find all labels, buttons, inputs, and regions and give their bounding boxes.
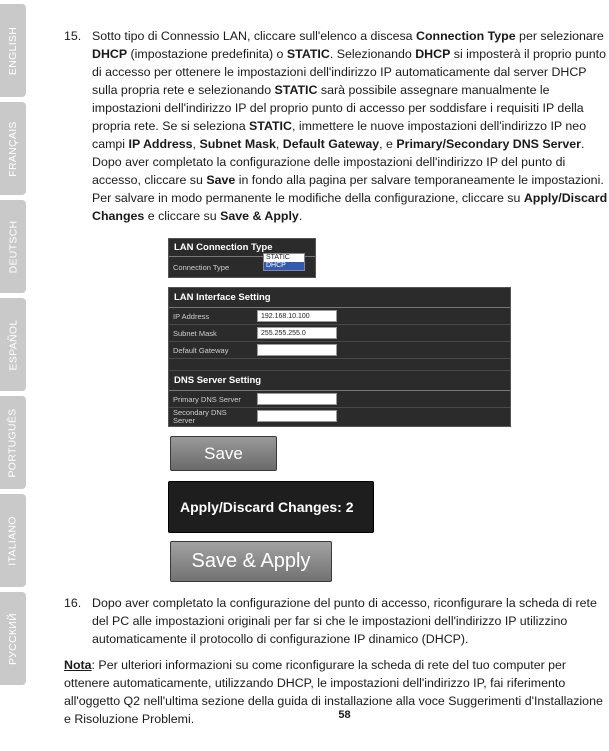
bold-term: STATIC (286, 47, 330, 62)
step-number: 16. (64, 596, 82, 610)
text-segment: , e (379, 137, 397, 152)
bold-term: IP Address (128, 137, 193, 152)
lang-tab-russian[interactable] (0, 592, 26, 685)
connection-type-dropdown[interactable] (263, 253, 305, 271)
step-16 (64, 594, 609, 648)
note-text: : Per ulteriori informazioni su come riconfigurare la scheda di rete del tuo computer per ottenere automaticamente, utilizzando DHCP, le impostazioni dell'indirizzo IP, fai riferimento all'oggetto Q2 nell'ultima sezione della guida di installazione alla voce Suggerimenti d'Installazione e Risoluzione Problemi. (64, 658, 603, 727)
note-label: Nota (64, 658, 92, 672)
bold-term: STATIC (274, 83, 318, 98)
save-and-apply-button[interactable]: Save & Apply (170, 541, 332, 582)
dropdown-option-dhcp[interactable]: DHCP (264, 262, 304, 270)
text-segment: . Selezionando (329, 47, 416, 62)
save-button[interactable]: Save (170, 436, 277, 471)
text-segment: sarà possibile assegnare manualmente le impostazioni dell'indirizzo IP del proprio punto di accesso per soddisfare i requisiti IP della propria rete. Se si seleziona (92, 83, 584, 134)
ip-address-row (169, 308, 510, 325)
default-gateway-row (169, 342, 510, 359)
connection-type-label: Connection Type (173, 263, 230, 272)
bold-term: Apply/Discard Changes (92, 191, 608, 224)
lan-interface-title: LAN Interface Setting (169, 288, 510, 308)
bold-term: Save & Apply (220, 209, 299, 224)
lang-tab-english[interactable] (0, 4, 26, 97)
panel-title: LAN Connection Type (169, 239, 315, 257)
step-15-text (92, 27, 609, 226)
text-segment: si imposterà il proprio punto di accesso per ottenere le impostazioni dell'indirizzo IP automaticamente dal server DHCP sulla propria rete e selezionando (92, 47, 606, 98)
lang-tab-label: ENGLISH (7, 26, 20, 75)
ip-address-input[interactable] (257, 310, 337, 322)
bold-term: DHCP (92, 47, 128, 62)
lan-connection-type-panel (168, 238, 316, 278)
connection-type-row (169, 254, 315, 277)
secondary-dns-input[interactable] (257, 410, 337, 422)
lang-tab-espanol[interactable] (0, 298, 26, 391)
step-15 (64, 27, 609, 226)
bold-term: Primary/Secondary DNS Server (396, 137, 581, 152)
dropdown-option-static[interactable]: STATIC (266, 254, 290, 261)
text-segment: in fondo alla pagina per salvare temporaneamente le impostazioni. Per salvare in modo permanente le modifiche della configurazione, cliccare su (92, 173, 604, 206)
dns-server-title: DNS Server Setting (169, 371, 510, 391)
lang-tab-italiano[interactable] (0, 494, 26, 587)
primary-dns-input[interactable] (257, 393, 337, 405)
lang-tab-portugues[interactable] (0, 396, 26, 489)
bold-term: Save (206, 173, 236, 188)
primary-dns-row (169, 391, 510, 408)
subnet-mask-input[interactable] (257, 327, 337, 339)
text-segment: Sotto tipo di Connessio LAN, cliccare sull'elenco a discesa (92, 29, 417, 43)
lang-tab-francais[interactable] (0, 102, 26, 195)
subnet-mask-row (169, 325, 510, 342)
text-segment: , (192, 137, 200, 152)
step-number: 15. (64, 29, 82, 43)
bold-term: Default Gateway (282, 137, 380, 152)
text-segment: Dopo aver completato la configurazione del punto di accesso, riconfigurare la scheda di rete del PC alle impostazioni originali per far si che le impostazioni dell'indirizzo IP utilizzino automaticamente il protocollo di configurazione IP dinamico (DHCP). (92, 596, 597, 647)
lang-tab-label: FRANÇAIS (7, 120, 19, 177)
subnet-mask-label: Subnet Mask (173, 329, 217, 338)
page-number: 58 (338, 709, 351, 721)
lan-interface-panel (168, 287, 511, 427)
lang-tab-label: ESPAÑOL (7, 319, 19, 370)
bold-term: STATIC (249, 119, 292, 134)
lang-tab-label: DEUTSCH (7, 220, 20, 273)
text-segment: . (298, 209, 303, 224)
secondary-dns-label: Secondary DNS Server (173, 408, 227, 425)
text-segment: . Dopo aver completato la configurazione delle impostazioni dell'indirizzo IP del punto di accesso, cliccare su (92, 137, 585, 188)
text-segment: , immettere le nuove impostazioni dell'indirizzo IP neo campi (92, 119, 587, 152)
bold-term: DHCP (415, 47, 451, 62)
language-tabs (0, 0, 26, 751)
text-segment: e cliccare su (144, 209, 221, 224)
ip-address-label: IP Address (173, 312, 210, 321)
text-segment: (impostazione predefinita) o (127, 47, 287, 62)
text-segment: , (275, 137, 283, 152)
section-divider (169, 359, 510, 371)
apply-discard-changes-button[interactable]: Apply/Discard Changes: 2 (168, 481, 374, 533)
secondary-dns-row (169, 408, 510, 426)
lang-tab-deutsch[interactable] (0, 200, 26, 293)
default-gateway-input[interactable] (257, 344, 337, 356)
text-segment: per selezionare (515, 29, 604, 43)
bold-term: Subnet Mask (199, 137, 276, 152)
lang-tab-label: РУССКИЙ (7, 612, 20, 665)
bold-term: Connection Type (416, 29, 516, 43)
lang-tab-label: ITALIANO (7, 515, 19, 566)
default-gateway-label: Default Gateway (173, 346, 229, 355)
step-16-text (92, 594, 609, 648)
lang-tab-label: PORTUGUÊS (7, 407, 19, 478)
primary-dns-label: Primary DNS Server (173, 395, 241, 404)
